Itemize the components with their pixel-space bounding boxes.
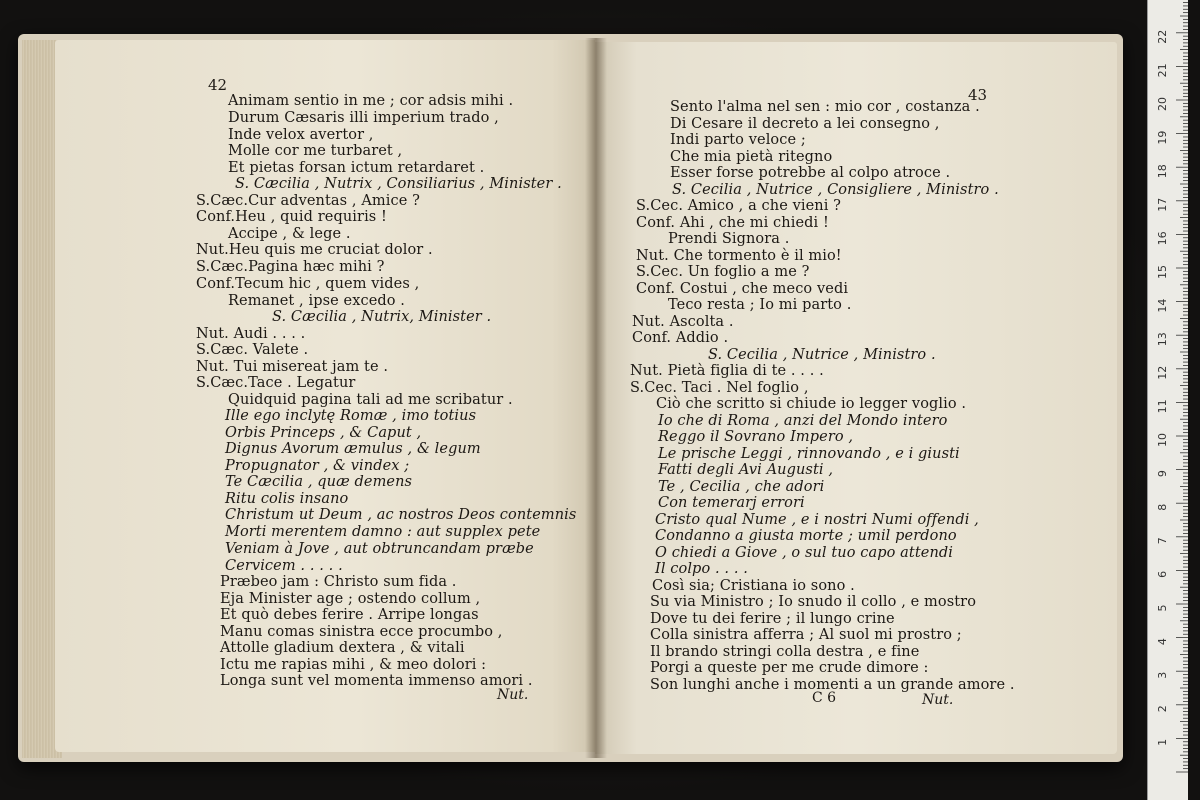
- ruler-label: 3: [1156, 671, 1169, 679]
- right-text-line: Di Cesare il decreto a lei consegno ,: [670, 115, 940, 132]
- left-text-line: Longa sunt vel momenta immenso amori .: [220, 673, 533, 689]
- right-text-line: Reggo il Sovrano Impero ,: [658, 429, 854, 446]
- left-text-line: Cervicem . . . . .: [225, 557, 343, 574]
- ruler-label: 1: [1156, 738, 1169, 746]
- ruler-label: 16: [1156, 231, 1169, 246]
- left-text-line: Conf.Tecum hic , quem vides ,: [196, 275, 420, 292]
- left-text-line: Attolle gladium dextera , & vitali: [220, 639, 465, 656]
- right-text-line: Il brando stringi colla destra , e fine: [650, 643, 920, 660]
- right-text-line: Fatti degli Avi Augusti ,: [658, 462, 834, 479]
- right-text-line: Ciò che scritto si chiude io legger voglio .: [656, 396, 967, 413]
- left-text-line: Accipe , & lege .: [228, 226, 351, 243]
- right-text-line: Esser forse potrebbe al colpo atroce .: [670, 165, 951, 181]
- ruler-label: 7: [1156, 537, 1169, 545]
- right-text-line: Conf. Costui , che meco vedi: [636, 280, 849, 297]
- left-text-line: Nut. Audi . . . .: [196, 325, 306, 342]
- right-text-line: O chiedi a Giove , o sul tuo capo attendi: [655, 544, 954, 561]
- left-text-line: Quidquid pagina tali ad me scribatur .: [228, 391, 513, 408]
- left-text-line: Dignus Avorum æmulus , & legum: [225, 441, 481, 458]
- left-text-line: Ictu me rapias mihi , & meo dolori :: [220, 656, 487, 673]
- ruler-label: 2: [1156, 705, 1169, 713]
- left-text-line: Conf.Heu , quid requiris !: [196, 209, 387, 226]
- ruler-label: 12: [1156, 365, 1169, 380]
- right-text-line: Teco resta ; Io mi parto .: [668, 297, 852, 314]
- ruler-label: 4: [1156, 638, 1169, 646]
- catchword-right: Nut.: [922, 692, 954, 708]
- book-gutter: [585, 38, 607, 758]
- left-text-line: Eja Minister age ; ostendo collum ,: [220, 590, 481, 607]
- right-text-line: Cristo qual Nume , e i nostri Numi offendi ,: [655, 511, 979, 528]
- page-number-left: 42: [208, 76, 228, 94]
- ruler-label: 9: [1156, 470, 1169, 478]
- ruler-label: 19: [1156, 130, 1169, 145]
- catchword-left: Nut.: [497, 687, 529, 703]
- right-text-line: Son lunghi anche i momenti a un grande amore .: [650, 677, 1015, 693]
- right-text-line: Porgi a queste per me crude dimore :: [650, 660, 929, 677]
- left-text-line: Durum Cæsaris illi imperium trado ,: [228, 110, 499, 126]
- left-text-line: Animam sentio in me ; cor adsis mihi .: [228, 93, 514, 109]
- left-text-line: Nut. Tui misereat jam te .: [196, 358, 389, 375]
- right-text-line: Così sia; Cristiana io sono .: [652, 577, 855, 594]
- ruler-label: 10: [1156, 433, 1169, 447]
- left-text-line: Propugnator , & vindex ;: [225, 458, 410, 475]
- right-text-line: Nut. Pietà figlia di te . . . .: [630, 363, 824, 380]
- ruler-label: 11: [1156, 399, 1169, 414]
- right-text-line: Dove tu dei ferire ; il lungo crine: [650, 610, 895, 627]
- ruler-label: 8: [1156, 503, 1169, 511]
- right-text-line: Conf. Addio .: [632, 330, 729, 347]
- ruler-label: 5: [1156, 604, 1169, 612]
- right-text-line: Sento l'alma nel sen : mio cor , costanza .: [670, 99, 980, 115]
- left-text-line: Ille ego inclytę Romæ , imo totius: [225, 408, 477, 425]
- page-number-right: 43: [968, 86, 988, 104]
- right-text-line: Conf. Ahi , che mi chiedi !: [636, 214, 829, 231]
- right-text-line: Nut. Che tormento è il mio!: [636, 247, 842, 264]
- left-text-line: Et quò debes ferire . Arripe longas: [220, 606, 479, 623]
- right-text-line: Con temerarj errori: [658, 495, 805, 512]
- right-text-line: Io che di Roma , anzi del Mondo intero: [658, 412, 948, 429]
- left-text-line: Christum ut Deum , ac nostros Deos contemnis: [225, 507, 577, 524]
- ruler-label: 22: [1156, 29, 1169, 44]
- right-text-line: Prendi Signora .: [668, 231, 790, 247]
- ruler-label: 20: [1156, 97, 1169, 111]
- ruler-scale: [1148, 0, 1188, 800]
- right-text-line: S. Cecilia , Nutrice , Ministro .: [708, 346, 936, 363]
- right-text-line: Condanno a giusta morte ; umil perdono: [655, 528, 957, 545]
- right-text-line: Le prische Leggi , rinnovando , e i giusti: [658, 445, 960, 462]
- right-text-line: Indi parto veloce ;: [670, 132, 806, 148]
- left-text-line: Nut.Heu quis me cruciat dolor .: [196, 242, 433, 259]
- left-text-line: Et pietas forsan ictum retardaret .: [228, 160, 485, 177]
- left-text-line: S.Cæc.Tace . Legatur: [196, 374, 356, 391]
- left-text-line: S. Cæcilia , Nutrix , Consiliarius , Minister .: [235, 176, 562, 193]
- ruler-label: 21: [1156, 63, 1169, 78]
- left-text-line: Morti merentem damno : aut supplex pete: [225, 524, 541, 541]
- left-text-line: Præbeo jam : Christo sum fida .: [220, 573, 457, 590]
- left-text-line: S. Cæcilia , Nutrix, Minister .: [272, 308, 492, 325]
- left-text-line: Veniam à Jove , aut obtruncandam præbe: [225, 540, 534, 557]
- right-text-line: Te , Cecilia , che adori: [658, 478, 825, 495]
- ruler-label: 6: [1156, 570, 1169, 578]
- ruler-label: 18: [1156, 164, 1169, 179]
- left-text-line: Orbis Princeps , & Caput ,: [225, 425, 422, 442]
- right-text-line: S.Cec. Taci . Nel foglio ,: [630, 379, 809, 396]
- ruler-label: 14: [1156, 298, 1169, 313]
- right-text-line: Su via Ministro ; Io snudo il collo , e mostro: [650, 594, 977, 611]
- left-text-line: S.Cæc.Pagina hæc mihi ?: [196, 259, 385, 276]
- right-text-line: Il colpo . . . .: [655, 561, 748, 578]
- left-text-line: S.Cæc. Valete .: [196, 341, 309, 358]
- measuring-ruler: [1147, 0, 1188, 800]
- right-text-line: S.Cec. Un foglio a me ?: [636, 264, 810, 280]
- ruler-label: 15: [1156, 265, 1169, 279]
- ruler-label: 17: [1156, 197, 1169, 212]
- signature-mark: C 6: [812, 690, 837, 706]
- right-text-line: Che mia pietà ritegno: [670, 148, 833, 165]
- left-text-line: Ritu colis insano: [225, 491, 349, 508]
- right-text-line: Colla sinistra afferra ; Al suol mi prostro ;: [650, 627, 962, 644]
- left-text-line: Manu comas sinistra ecce procumbo ,: [220, 623, 503, 640]
- left-text-line: Molle cor me turbaret ,: [228, 143, 403, 160]
- right-text-line: S.Cec. Amico , a che vieni ?: [636, 198, 842, 214]
- right-text-line: S. Cecilia , Nutrice , Consigliere , Ministro .: [672, 181, 999, 198]
- ruler-label: 13: [1156, 332, 1169, 347]
- left-text-line: S.Cæc.Cur adventas , Amice ?: [196, 193, 420, 210]
- left-text-line: Inde velox avertor ,: [228, 127, 374, 143]
- right-text-line: Nut. Ascolta .: [632, 313, 734, 330]
- left-text-line: Te Cæcilia , quæ demens: [225, 474, 413, 491]
- left-text-line: Remanet , ipse excedo .: [228, 292, 406, 309]
